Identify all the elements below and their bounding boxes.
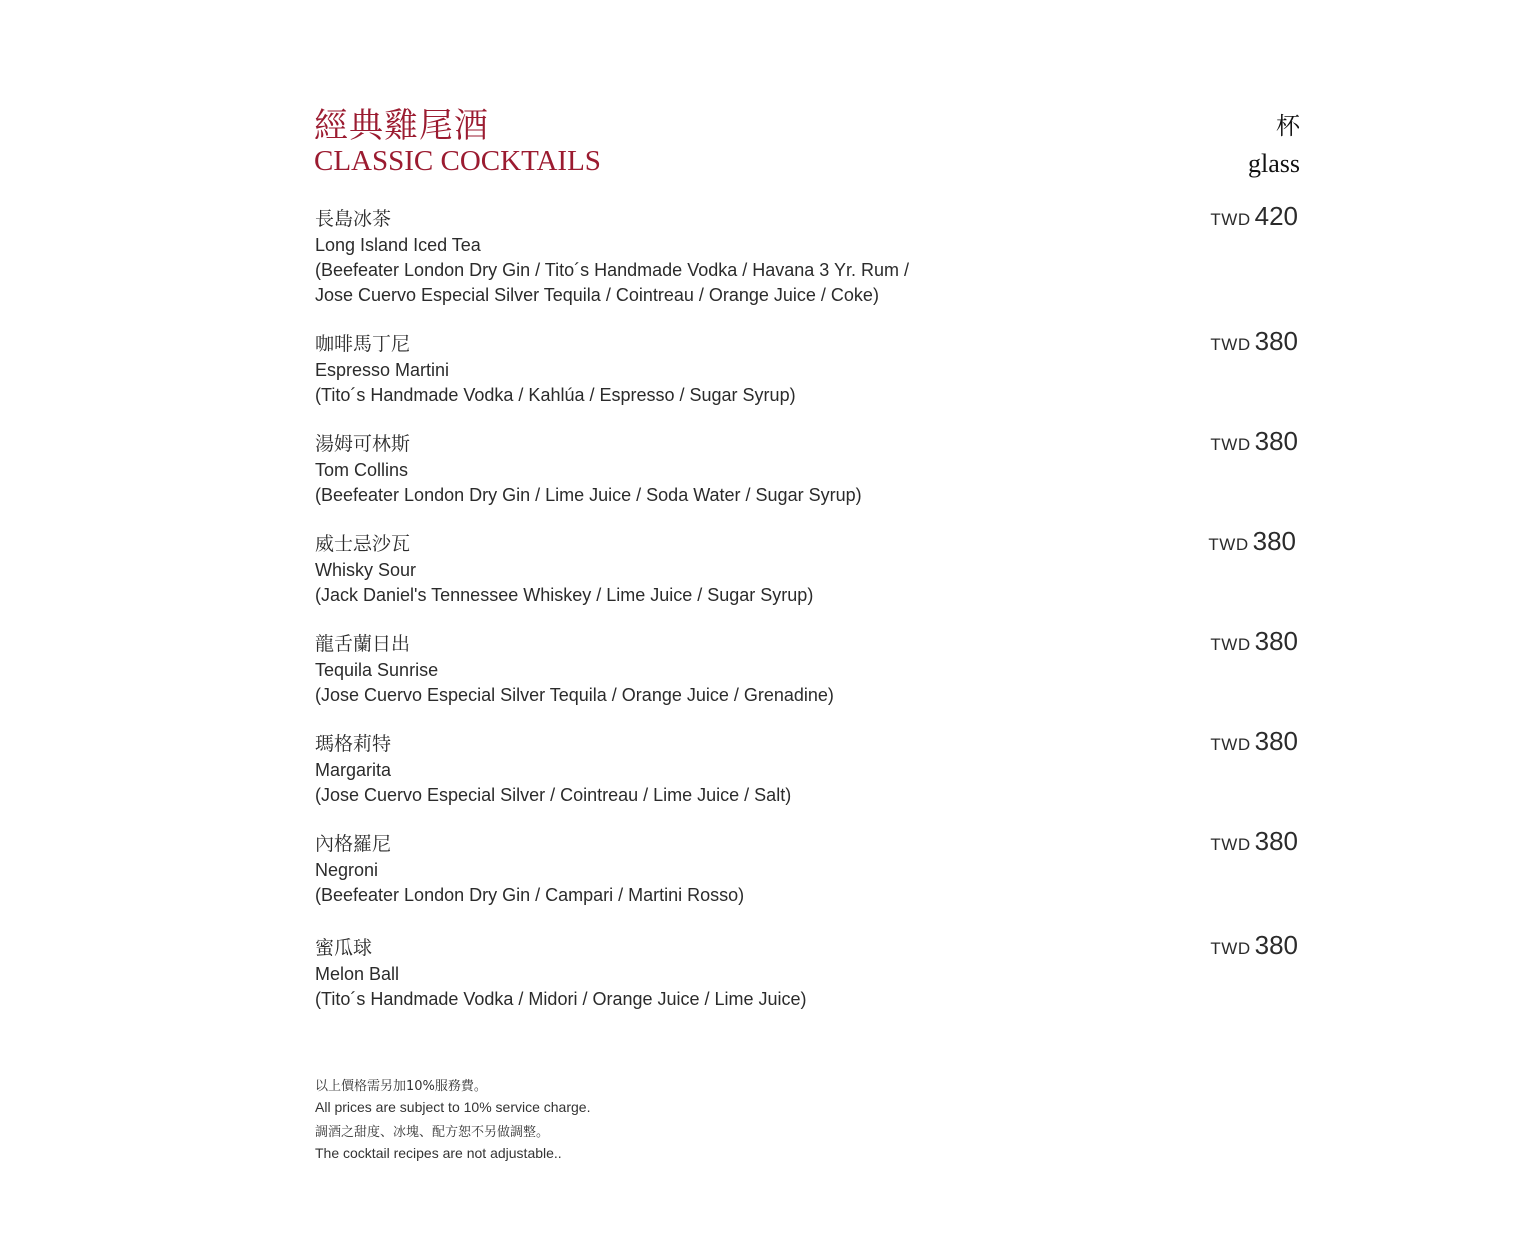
- price-amount: 380: [1254, 326, 1298, 356]
- item-price: [1210, 201, 1298, 232]
- item-ingredients: (Tito´s Handmade Vodka / Midori / Orange Juice / Lime Juice): [315, 989, 807, 1009]
- item-name-en: Melon Ball: [315, 964, 400, 984]
- item-ingredients: (Beefeater London Dry Gin / Tito´s Handmade Vodka / Havana 3 Yr. Rum /: [315, 260, 909, 280]
- item-name-zh: 蜜瓜球: [315, 937, 373, 959]
- recipe-note-en: The cocktail recipes are not adjustable..: [315, 1145, 562, 1161]
- menu-item: [315, 726, 1305, 808]
- price-currency: TWD: [1210, 435, 1251, 454]
- menu-item: [315, 326, 1305, 408]
- price-amount: 380: [1254, 930, 1298, 960]
- item-ingredients: (Jose Cuervo Especial Silver Tequila / Orange Juice / Grenadine): [315, 685, 834, 705]
- section-title-zh: 經典雞尾酒: [314, 106, 489, 146]
- service-charge-note-en: All prices are subject to 10% service charge.: [315, 1099, 591, 1115]
- footer-notes: [315, 1076, 590, 1164]
- menu-item: [315, 201, 1305, 308]
- item-name-en: Tom Collins: [315, 460, 409, 480]
- price-amount: 380: [1254, 626, 1298, 656]
- item-name-zh: 長島冰茶: [315, 208, 392, 230]
- item-name-en: Margarita: [315, 760, 392, 780]
- item-name-en: Espresso Martini: [315, 360, 450, 380]
- price-currency: TWD: [1210, 335, 1251, 354]
- price-currency: TWD: [1210, 735, 1251, 754]
- item-name-zh: 咖啡馬丁尼: [315, 333, 411, 355]
- price-currency: TWD: [1210, 835, 1251, 854]
- item-price: [1210, 626, 1298, 657]
- item-price: [1208, 526, 1296, 557]
- price-currency: TWD: [1210, 939, 1251, 958]
- item-ingredients: (Beefeater London Dry Gin / Campari / Martini Rosso): [315, 885, 745, 905]
- service-charge-note-zh: 以上價格需另加10%服務費。: [315, 1079, 487, 1094]
- item-name-zh: 龍舌蘭日出: [315, 633, 411, 655]
- unit-label-zh: 杯: [1276, 112, 1300, 140]
- menu-item: [315, 826, 1305, 908]
- item-name-zh: 內格羅尼: [315, 833, 392, 855]
- price-amount: 420: [1254, 201, 1298, 231]
- menu-item: [315, 930, 1305, 1012]
- item-price: [1210, 326, 1298, 357]
- item-price: [1210, 426, 1298, 457]
- item-ingredients: Jose Cuervo Especial Silver Tequila / Cointreau / Orange Juice / Coke): [315, 285, 879, 305]
- price-currency: TWD: [1208, 535, 1249, 554]
- item-name-en: Tequila Sunrise: [315, 660, 439, 680]
- item-name-zh: 瑪格莉特: [315, 733, 392, 755]
- item-ingredients: (Beefeater London Dry Gin / Lime Juice / Soda Water / Sugar Syrup): [315, 485, 862, 505]
- recipe-note-zh: 調酒之甜度、冰塊、配方恕不另做調整。: [315, 1125, 550, 1140]
- menu-item: [315, 526, 1305, 608]
- item-ingredients: (Jose Cuervo Especial Silver / Cointreau / Lime Juice / Salt): [315, 785, 792, 805]
- menu-item: [315, 426, 1305, 508]
- price-amount: 380: [1254, 826, 1298, 856]
- section-title-en: CLASSIC COCKTAILS: [314, 145, 601, 177]
- item-price: [1210, 826, 1298, 857]
- menu-item: [315, 626, 1305, 708]
- item-ingredients: (Tito´s Handmade Vodka / Kahlúa / Espresso / Sugar Syrup): [315, 385, 796, 405]
- price-amount: 380: [1254, 426, 1298, 456]
- price-amount: 380: [1252, 526, 1296, 556]
- item-name-zh: 湯姆可林斯: [315, 433, 411, 455]
- price-currency: TWD: [1210, 635, 1251, 654]
- unit-label-en: glass: [1248, 149, 1300, 178]
- item-price: [1210, 930, 1298, 961]
- item-ingredients: (Jack Daniel's Tennessee Whiskey / Lime Juice / Sugar Syrup): [315, 585, 814, 605]
- item-name-en: Negroni: [315, 860, 379, 880]
- item-name-zh: 威士忌沙瓦: [315, 533, 411, 555]
- item-name-en: Whisky Sour: [315, 560, 417, 580]
- item-name-en: Long Island Iced Tea: [315, 235, 481, 255]
- price-amount: 380: [1254, 726, 1298, 756]
- price-currency: TWD: [1210, 210, 1251, 229]
- item-price: [1210, 726, 1298, 757]
